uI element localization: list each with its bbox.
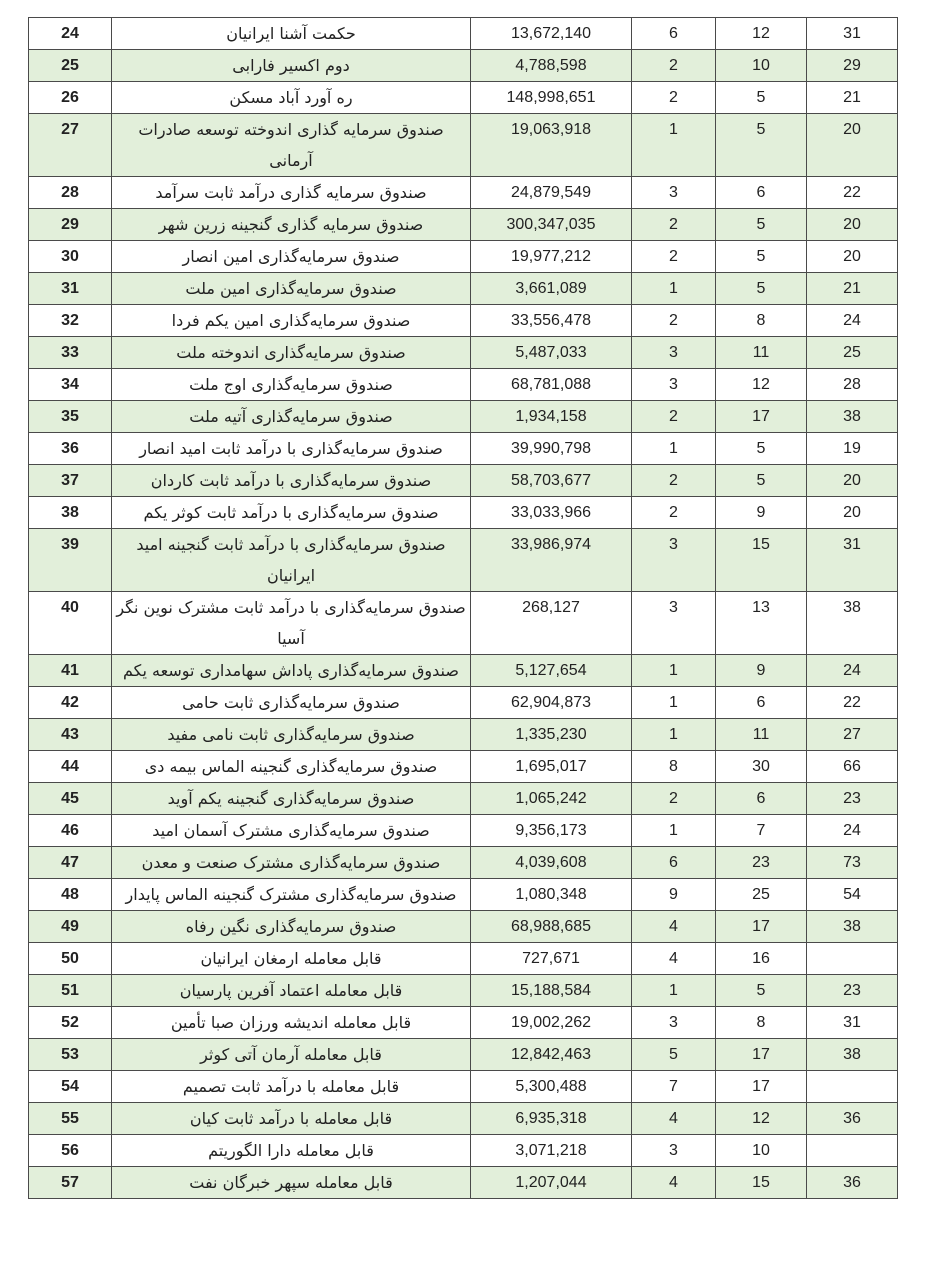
value-cell: 300,347,035 — [471, 209, 632, 241]
value-cell: 58,703,677 — [471, 465, 632, 497]
table-row — [29, 879, 898, 911]
col-b-cell: 12 — [716, 1103, 807, 1135]
value-cell: 727,671 — [471, 943, 632, 975]
fund-name-cell: صندوق سرمایه‌گذاری مشترک گنجینه الماس پایدار — [112, 879, 471, 911]
value-cell: 4,788,598 — [471, 50, 632, 82]
value-cell: 3,071,218 — [471, 1135, 632, 1167]
col-c-cell: 38 — [807, 911, 898, 943]
col-b-cell: 5 — [716, 82, 807, 114]
value-cell: 1,695,017 — [471, 751, 632, 783]
value-cell: 5,127,654 — [471, 655, 632, 687]
table-row — [29, 1135, 898, 1167]
col-c-cell: 21 — [807, 273, 898, 305]
col-c-cell: 29 — [807, 50, 898, 82]
value-cell: 9,356,173 — [471, 815, 632, 847]
table-row — [29, 18, 898, 50]
table-row — [29, 1167, 898, 1199]
row-number-cell: 38 — [29, 497, 112, 529]
fund-name-cell: صندوق سرمایه‌گذاری نگین رفاه — [112, 911, 471, 943]
col-b-cell: 30 — [716, 751, 807, 783]
value-cell: 12,842,463 — [471, 1039, 632, 1071]
fund-name-cell: صندوق سرمایه گذاری گنجینه زرین شهر — [112, 209, 471, 241]
col-c-cell: 20 — [807, 114, 898, 177]
col-a-cell: 2 — [632, 82, 716, 114]
col-b-cell: 5 — [716, 975, 807, 1007]
col-a-cell: 7 — [632, 1071, 716, 1103]
row-number-cell: 46 — [29, 815, 112, 847]
row-number-cell: 52 — [29, 1007, 112, 1039]
row-number-cell: 30 — [29, 241, 112, 273]
col-b-cell: 13 — [716, 592, 807, 655]
col-a-cell: 6 — [632, 847, 716, 879]
value-cell: 4,039,608 — [471, 847, 632, 879]
row-number-cell: 47 — [29, 847, 112, 879]
value-cell: 6,935,318 — [471, 1103, 632, 1135]
fund-name-cell: قابل معامله با درآمد ثابت کیان — [112, 1103, 471, 1135]
fund-name-cell: صندوق سرمایه‌گذاری مشترک صنعت و معدن — [112, 847, 471, 879]
table-row — [29, 82, 898, 114]
col-a-cell: 2 — [632, 305, 716, 337]
col-a-cell: 4 — [632, 911, 716, 943]
col-b-cell: 5 — [716, 114, 807, 177]
col-a-cell: 1 — [632, 975, 716, 1007]
row-number-cell: 40 — [29, 592, 112, 655]
row-number-cell: 49 — [29, 911, 112, 943]
col-b-cell: 5 — [716, 209, 807, 241]
col-c-cell: 66 — [807, 751, 898, 783]
col-b-cell: 7 — [716, 815, 807, 847]
col-a-cell: 1 — [632, 655, 716, 687]
col-c-cell: 19 — [807, 433, 898, 465]
fund-name-cell: قابل معامله دارا الگوریتم — [112, 1135, 471, 1167]
col-b-cell: 5 — [716, 273, 807, 305]
col-b-cell: 12 — [716, 369, 807, 401]
col-b-cell: 17 — [716, 1071, 807, 1103]
col-b-cell: 10 — [716, 50, 807, 82]
fund-name-cell: حکمت آشنا ایرانیان — [112, 18, 471, 50]
col-c-cell: 31 — [807, 1007, 898, 1039]
table-row — [29, 465, 898, 497]
col-c-cell: 24 — [807, 815, 898, 847]
col-a-cell: 2 — [632, 50, 716, 82]
col-a-cell: 6 — [632, 18, 716, 50]
fund-name-cell: صندوق سرمایه‌گذاری با درآمد ثابت گنجینه امید ایرانیان — [112, 529, 471, 592]
col-a-cell: 1 — [632, 719, 716, 751]
table-row — [29, 1103, 898, 1135]
col-c-cell: 38 — [807, 1039, 898, 1071]
col-c-cell: 20 — [807, 209, 898, 241]
col-c-cell — [807, 943, 898, 975]
table-row — [29, 943, 898, 975]
col-c-cell: 22 — [807, 687, 898, 719]
table-row — [29, 911, 898, 943]
col-a-cell: 4 — [632, 943, 716, 975]
row-number-cell: 55 — [29, 1103, 112, 1135]
col-c-cell: 20 — [807, 465, 898, 497]
fund-name-cell: صندوق سرمایه‌گذاری امین ملت — [112, 273, 471, 305]
row-number-cell: 39 — [29, 529, 112, 592]
fund-name-cell: صندوق سرمایه‌گذاری پاداش سهامداری توسعه یکم — [112, 655, 471, 687]
fund-name-cell: صندوق سرمایه‌گذاری با درآمد ثابت مشترک نوین نگر آسیا — [112, 592, 471, 655]
value-cell: 62,904,873 — [471, 687, 632, 719]
col-b-cell: 15 — [716, 1167, 807, 1199]
col-c-cell: 20 — [807, 497, 898, 529]
col-b-cell: 15 — [716, 529, 807, 592]
table-row — [29, 401, 898, 433]
col-c-cell: 31 — [807, 529, 898, 592]
fund-name-cell: صندوق سرمایه‌گذاری با درآمد ثابت کوثر یکم — [112, 497, 471, 529]
col-c-cell: 22 — [807, 177, 898, 209]
fund-name-cell: صندوق سرمایه‌گذاری امین یکم فردا — [112, 305, 471, 337]
fund-name-cell: دوم اکسیر فارابی — [112, 50, 471, 82]
value-cell: 5,300,488 — [471, 1071, 632, 1103]
col-a-cell: 1 — [632, 687, 716, 719]
table-row — [29, 1071, 898, 1103]
table-row — [29, 529, 898, 592]
col-a-cell: 3 — [632, 592, 716, 655]
col-a-cell: 8 — [632, 751, 716, 783]
row-number-cell: 48 — [29, 879, 112, 911]
col-b-cell: 23 — [716, 847, 807, 879]
col-b-cell: 25 — [716, 879, 807, 911]
col-b-cell: 16 — [716, 943, 807, 975]
row-number-cell: 28 — [29, 177, 112, 209]
col-b-cell: 8 — [716, 305, 807, 337]
fund-name-cell: صندوق سرمایه‌گذاری مشترک آسمان امید — [112, 815, 471, 847]
value-cell: 1,934,158 — [471, 401, 632, 433]
col-a-cell: 3 — [632, 1135, 716, 1167]
col-a-cell: 3 — [632, 369, 716, 401]
col-a-cell: 3 — [632, 1007, 716, 1039]
table-row — [29, 1039, 898, 1071]
funds-table — [28, 17, 898, 1199]
col-c-cell: 24 — [807, 305, 898, 337]
table-row — [29, 241, 898, 273]
value-cell: 33,556,478 — [471, 305, 632, 337]
value-cell: 13,672,140 — [471, 18, 632, 50]
col-a-cell: 2 — [632, 401, 716, 433]
col-b-cell: 10 — [716, 1135, 807, 1167]
value-cell: 33,986,974 — [471, 529, 632, 592]
col-b-cell: 6 — [716, 687, 807, 719]
row-number-cell: 36 — [29, 433, 112, 465]
col-a-cell: 2 — [632, 241, 716, 273]
value-cell: 1,080,348 — [471, 879, 632, 911]
fund-name-cell: صندوق سرمایه‌گذاری اندوخته ملت — [112, 337, 471, 369]
table-row — [29, 114, 898, 177]
col-b-cell: 17 — [716, 911, 807, 943]
col-c-cell: 28 — [807, 369, 898, 401]
fund-name-cell: صندوق سرمایه‌گذاری ثابت نامی مفید — [112, 719, 471, 751]
fund-name-cell: صندوق سرمایه‌گذاری ثابت حامی — [112, 687, 471, 719]
col-a-cell: 1 — [632, 433, 716, 465]
col-c-cell: 38 — [807, 592, 898, 655]
fund-name-cell: قابل معامله آرمان آتی کوثر — [112, 1039, 471, 1071]
col-b-cell: 5 — [716, 241, 807, 273]
col-b-cell: 5 — [716, 465, 807, 497]
value-cell: 19,977,212 — [471, 241, 632, 273]
col-a-cell: 3 — [632, 177, 716, 209]
row-number-cell: 29 — [29, 209, 112, 241]
value-cell: 1,335,230 — [471, 719, 632, 751]
table-row — [29, 50, 898, 82]
value-cell: 148,998,651 — [471, 82, 632, 114]
table-row — [29, 847, 898, 879]
col-a-cell: 3 — [632, 337, 716, 369]
col-a-cell: 1 — [632, 273, 716, 305]
row-number-cell: 34 — [29, 369, 112, 401]
row-number-cell: 37 — [29, 465, 112, 497]
table-row — [29, 433, 898, 465]
col-a-cell: 3 — [632, 529, 716, 592]
value-cell: 5,487,033 — [471, 337, 632, 369]
table-row — [29, 719, 898, 751]
value-cell: 24,879,549 — [471, 177, 632, 209]
row-number-cell: 27 — [29, 114, 112, 177]
row-number-cell: 26 — [29, 82, 112, 114]
row-number-cell: 43 — [29, 719, 112, 751]
row-number-cell: 31 — [29, 273, 112, 305]
col-c-cell: 23 — [807, 783, 898, 815]
row-number-cell: 25 — [29, 50, 112, 82]
col-a-cell: 4 — [632, 1167, 716, 1199]
col-a-cell: 5 — [632, 1039, 716, 1071]
table-row — [29, 497, 898, 529]
col-c-cell: 21 — [807, 82, 898, 114]
col-c-cell — [807, 1135, 898, 1167]
col-c-cell: 25 — [807, 337, 898, 369]
col-c-cell: 36 — [807, 1167, 898, 1199]
row-number-cell: 56 — [29, 1135, 112, 1167]
col-b-cell: 6 — [716, 177, 807, 209]
col-c-cell: 31 — [807, 18, 898, 50]
table-row — [29, 655, 898, 687]
col-b-cell: 5 — [716, 433, 807, 465]
fund-name-cell: صندوق سرمایه‌گذاری امین انصار — [112, 241, 471, 273]
row-number-cell: 50 — [29, 943, 112, 975]
col-b-cell: 11 — [716, 719, 807, 751]
fund-name-cell: صندوق سرمایه گذاری اندوخته توسعه صادرات آرمانی — [112, 114, 471, 177]
fund-name-cell: قابل معامله اعتماد آفرین پارسیان — [112, 975, 471, 1007]
fund-name-cell: ره آورد آباد مسکن — [112, 82, 471, 114]
value-cell: 68,781,088 — [471, 369, 632, 401]
row-number-cell: 57 — [29, 1167, 112, 1199]
col-a-cell: 4 — [632, 1103, 716, 1135]
table-row — [29, 337, 898, 369]
row-number-cell: 32 — [29, 305, 112, 337]
col-a-cell: 1 — [632, 114, 716, 177]
row-number-cell: 54 — [29, 1071, 112, 1103]
col-b-cell: 17 — [716, 1039, 807, 1071]
table-row — [29, 751, 898, 783]
fund-name-cell: صندوق سرمایه‌گذاری آتیه ملت — [112, 401, 471, 433]
table-row — [29, 209, 898, 241]
value-cell: 268,127 — [471, 592, 632, 655]
table-row — [29, 305, 898, 337]
col-b-cell: 12 — [716, 18, 807, 50]
table-row — [29, 1007, 898, 1039]
value-cell: 1,065,242 — [471, 783, 632, 815]
col-c-cell: 27 — [807, 719, 898, 751]
row-number-cell: 35 — [29, 401, 112, 433]
col-c-cell — [807, 1071, 898, 1103]
row-number-cell: 41 — [29, 655, 112, 687]
fund-name-cell: صندوق سرمایه‌گذاری با درآمد ثابت امید انصار — [112, 433, 471, 465]
col-b-cell: 17 — [716, 401, 807, 433]
row-number-cell: 42 — [29, 687, 112, 719]
col-a-cell: 2 — [632, 497, 716, 529]
col-c-cell: 23 — [807, 975, 898, 1007]
col-c-cell: 54 — [807, 879, 898, 911]
value-cell: 39,990,798 — [471, 433, 632, 465]
value-cell: 68,988,685 — [471, 911, 632, 943]
row-number-cell: 51 — [29, 975, 112, 1007]
value-cell: 19,063,918 — [471, 114, 632, 177]
table-row — [29, 273, 898, 305]
table-row — [29, 592, 898, 655]
col-b-cell: 8 — [716, 1007, 807, 1039]
col-c-cell: 36 — [807, 1103, 898, 1135]
value-cell: 19,002,262 — [471, 1007, 632, 1039]
col-a-cell: 1 — [632, 815, 716, 847]
value-cell: 15,188,584 — [471, 975, 632, 1007]
fund-name-cell: صندوق سرمایه‌گذاری با درآمد ثابت کاردان — [112, 465, 471, 497]
col-c-cell: 20 — [807, 241, 898, 273]
fund-name-cell: صندوق سرمایه گذاری درآمد ثابت سرآمد — [112, 177, 471, 209]
table-row — [29, 177, 898, 209]
col-c-cell: 73 — [807, 847, 898, 879]
row-number-cell: 53 — [29, 1039, 112, 1071]
fund-name-cell: صندوق سرمایه‌گذاری گنجینه یکم آوید — [112, 783, 471, 815]
fund-name-cell: صندوق سرمایه‌گذاری اوج ملت — [112, 369, 471, 401]
row-number-cell: 33 — [29, 337, 112, 369]
fund-name-cell: قابل معامله سپهر خبرگان نفت — [112, 1167, 471, 1199]
col-c-cell: 38 — [807, 401, 898, 433]
fund-name-cell: قابل معامله اندیشه ورزان صبا تأمین — [112, 1007, 471, 1039]
col-b-cell: 9 — [716, 497, 807, 529]
table-row — [29, 369, 898, 401]
col-a-cell: 2 — [632, 465, 716, 497]
table-row — [29, 783, 898, 815]
col-b-cell: 6 — [716, 783, 807, 815]
funds-table-body — [29, 18, 898, 1199]
fund-name-cell: قابل معامله با درآمد ثابت تصمیم — [112, 1071, 471, 1103]
col-b-cell: 9 — [716, 655, 807, 687]
row-number-cell: 44 — [29, 751, 112, 783]
col-c-cell: 24 — [807, 655, 898, 687]
fund-name-cell: قابل معامله ارمغان ایرانیان — [112, 943, 471, 975]
col-b-cell: 11 — [716, 337, 807, 369]
col-a-cell: 2 — [632, 209, 716, 241]
value-cell: 3,661,089 — [471, 273, 632, 305]
value-cell: 33,033,966 — [471, 497, 632, 529]
fund-name-cell: صندوق سرمایه‌گذاری گنجینه الماس بیمه دی — [112, 751, 471, 783]
col-a-cell: 9 — [632, 879, 716, 911]
table-row — [29, 975, 898, 1007]
table-row — [29, 815, 898, 847]
table-row — [29, 687, 898, 719]
value-cell: 1,207,044 — [471, 1167, 632, 1199]
row-number-cell: 24 — [29, 18, 112, 50]
row-number-cell: 45 — [29, 783, 112, 815]
col-a-cell: 2 — [632, 783, 716, 815]
